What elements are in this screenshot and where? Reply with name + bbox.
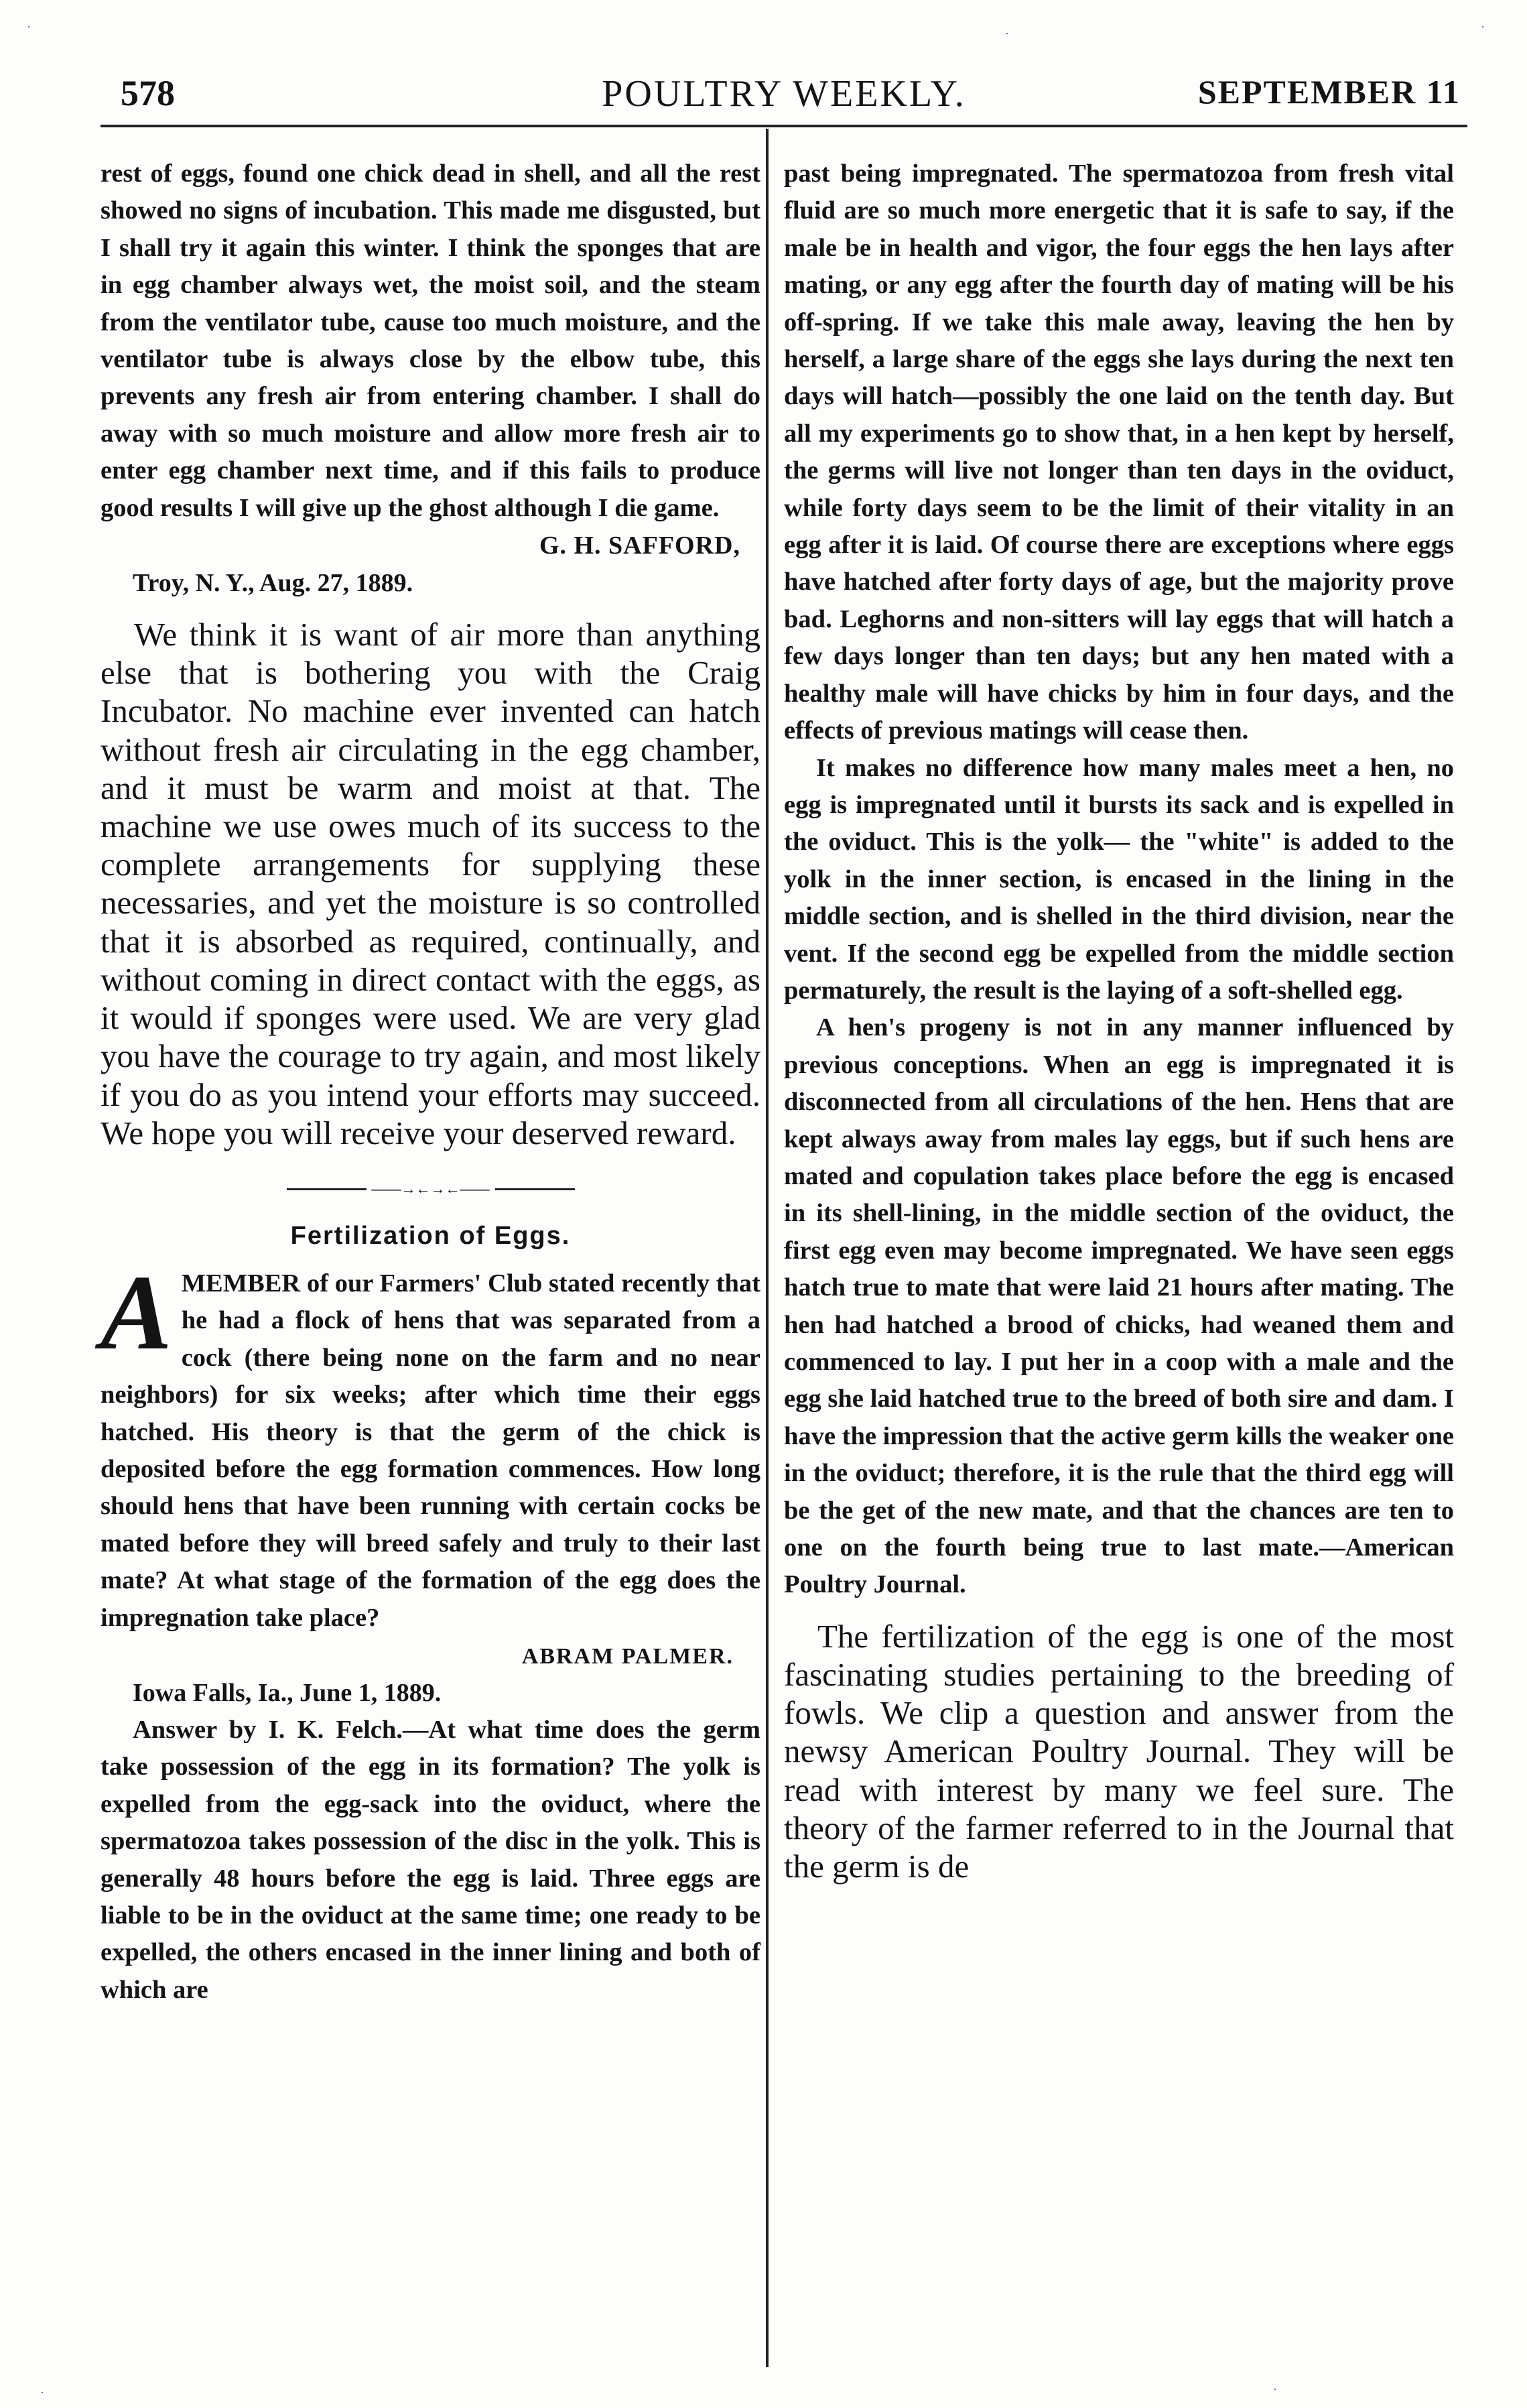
header-rule: [101, 125, 1467, 127]
question-paragraph: AMEMBER of our Farmers' Club stated recently that he had a flock of hens that was separated from a cock (there being none on the farm and no near neighbors) for six weeks; after which time their eggs hatched. His theory is that the germ of the chick is deposited before the egg formation commences. How long should hens that have been running with certain cocks be mated before they will breed safely and truly to their last mate? At what stage of the formation of the egg does the impregnation take place?: [101, 1252, 760, 1632]
print-speck: ·: [27, 20, 31, 34]
progeny-paragraph: A hen's progeny is not in any manner influenced by previous conceptions. When an egg is impregnated it is disconnected from all circulations of the hen. Hens that are kept always away from males lay eggs, but if such hens are mated and copulation takes place before the egg is encased in its shell-lining, in the middle section of the oviduct, the first egg even may become impregnated. We have seen eggs hatch true to mate that were laid 21 hours after mating. The hen had hatched a brood of chicks, had weaned them and commenced to lay. I put her in a coop with a male and the egg she laid hatched true to the breed of both sire and dam. I have the impression that the active germ kills the weaker one in the oviduct; therefore, it is the rule that the third egg will be the get of the new mate, and that the chances are ten to one on the fourth being true to last mate.—American Poultry Journal.: [784, 1013, 1454, 1599]
closing-editorial: The fertilization of the egg is one of the most fascinating studies pertaining to the breeding of fowls. We clip a question and answer from the newsy American Poultry Journal. They will be read with interest by many we feel sure. The theory of the farmer referred to in the Journal that the germ is de: [784, 1617, 1454, 1885]
ornament-mark: ——→←→←——: [367, 1179, 495, 1199]
answer-continued-paragraph: past being impregnated. The spermatozoa from fresh vital fluid are so much more energetic that it is safe to say, if the male be in health and vigor, the four eggs the hen lays after mating, or any egg after the fourth day of mating will be his off-spring. If we take this male away, leaving the hen by herself, a large share of the eggs she lays during the next ten days will hatch—possibly the one laid on the tenth day. But all my experiments go to show that, in a hen kept by herself, the germs will live not longer than ten days in the oviduct, while forty days seem to be the limit of their vitality in an egg after it is laid. Of course there are exceptions where eggs have hatched after forty days of age, but the majority prove bad. Leghorns and non-sitters will lay eggs that will hatch a few days longer than ten days; but any hen mated with a healthy male will have chicks by him in four days, and the effects of previous matings will cease then.: [784, 160, 1454, 745]
section-ornament: [287, 1179, 575, 1199]
column-divider: [766, 129, 769, 2367]
oviduct-paragraph: It makes no difference how many males meet a hen, no egg is impregnated until it bursts its sack and is expelled in the oviduct. This is the yolk— the "white" is added to the yolk in the inner section, is encased in the lining in the middle section, and is shelled in the third division, near the vent. If the second egg be expelled from the middle section permaturely, the result is the laying of a soft-shelled egg.: [784, 753, 1454, 1005]
print-speck: ·: [1481, 20, 1485, 34]
print-speck: ·: [1273, 2383, 1277, 2396]
left-column: [101, 155, 760, 2009]
issue-date: SEPTEMBER 11: [1197, 73, 1461, 111]
editorial-reply: We think it is want of air more than anything else that is bothering you with the Craig Incubator. No machine ever invented can hatch without fresh air circulating in the egg chamber, and it must be warm and moist at that. The machine we use owes much of its success to the complete arrangements for supplying these necessaries, and yet the moisture is so controlled that it is absorbed as required, continually, and without coming in direct contact with the eggs, as it would if sponges were used. We are very glad you have the courage to try again, and most likely if you do as you intend your efforts may succeed. We hope you will receive your deserved reward.: [101, 616, 760, 1151]
section-heading: Fertilization of Eggs.: [290, 1221, 571, 1250]
right-column: [784, 155, 1454, 1885]
page-header: [101, 67, 1467, 127]
print-speck: ·: [1005, 27, 1009, 40]
print-speck: ·: [40, 2386, 44, 2399]
answer-paragraph: Answer by I. K. Felch.—At what time does the germ take possession of the egg in its formation? The yolk is expelled from the egg-sack into the oviduct, where the spermatozoa takes possession of the disc in the yolk. This is generally 48 hours before the egg is laid. Three eggs are liable to be in the oviduct at the same time; one ready to be expelled, the others encased in the inner lining and both of which are: [101, 1715, 760, 2004]
page-number: 578: [121, 73, 175, 113]
letter-signature: G. H. SAFFORD,: [539, 531, 740, 560]
question-signature: ABRAM PALMER.: [521, 1643, 734, 1669]
journal-title: POULTRY WEEKLY.: [602, 73, 966, 115]
question-dateline: Iowa Falls, Ia., June 1, 1889.: [133, 1678, 442, 1707]
letter-paragraph: rest of eggs, found one chick dead in shell, and all the rest showed no signs of incubation. This made me disgusted, but I shall try it again this winter. I think the sponges that are in egg chamber always wet, the moist soil, and the steam from the ventilator tube, cause too much moisture, and the ventilator tube is always close by the elbow tube, this prevents any fresh air from entering chamber. I shall do away with so much moisture and allow more fresh air to enter egg chamber next time, and if this fails to produce good results I will give up the ghost although I die game.: [101, 160, 760, 522]
letter-dateline: Troy, N. Y., Aug. 27, 1889.: [133, 569, 413, 598]
